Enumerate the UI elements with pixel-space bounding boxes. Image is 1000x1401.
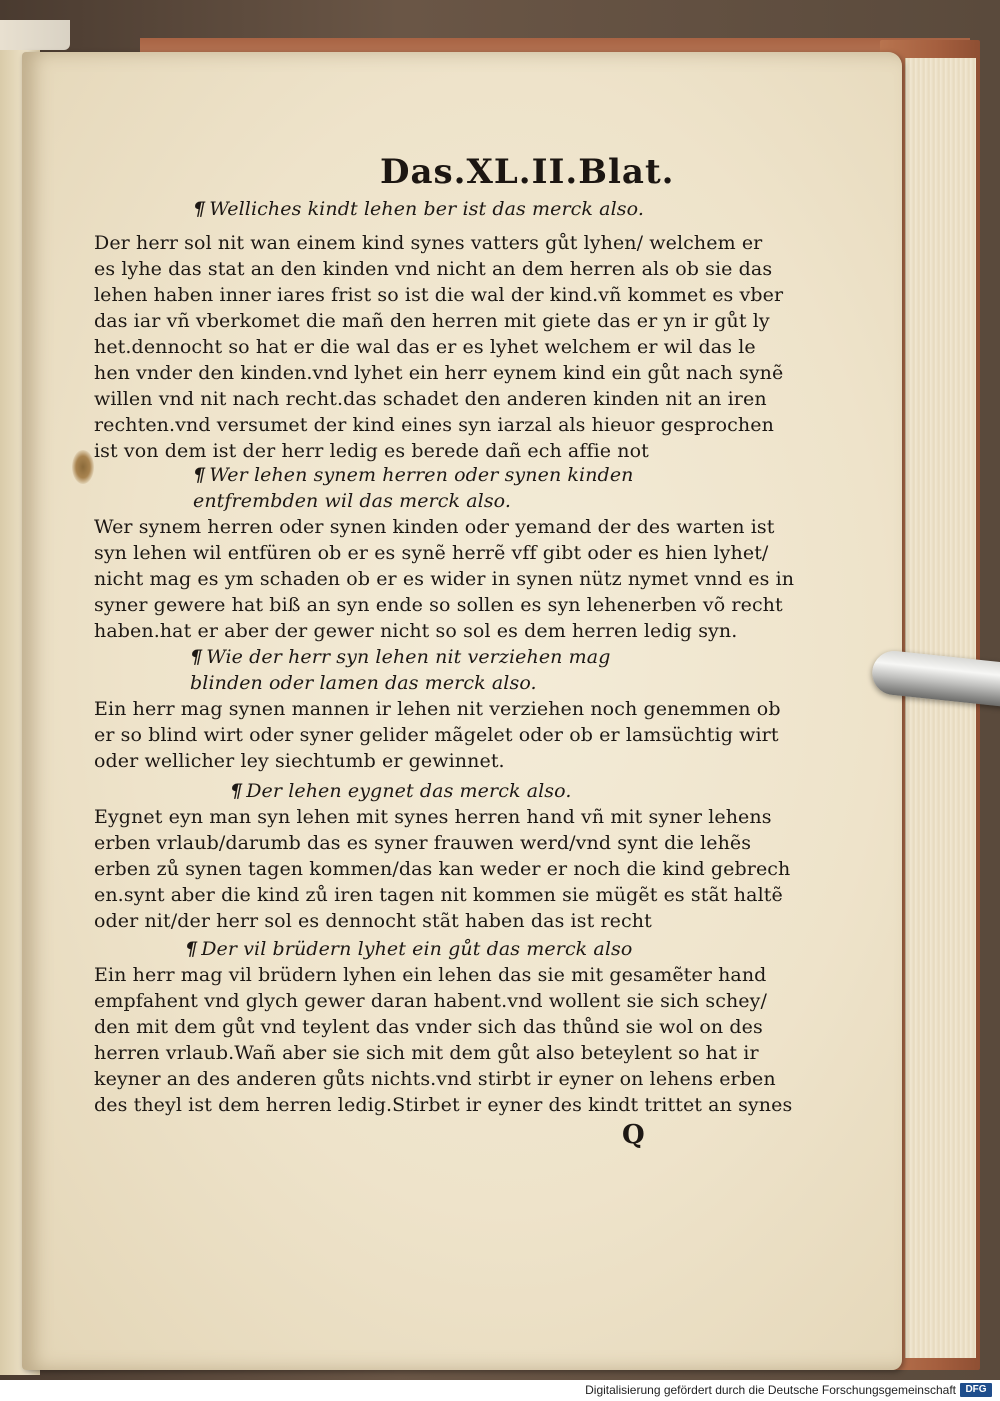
funding-credit: Digitalisierung gefördert durch die Deutsche Forschungsgemeinschaft xyxy=(585,1383,956,1397)
text-line: syn lehen wil entfüren ob er es synẽ herrẽ vff gibt oder es hien lyhet/ xyxy=(94,542,769,564)
section-heading: blinden oder lamen das merck also. xyxy=(190,672,537,694)
section-heading: ¶ Wer lehen synem herren oder synen kinden xyxy=(193,464,634,486)
section-heading: ¶ Der lehen eygnet das merck also. xyxy=(230,780,572,802)
text-line: lehen haben inner iares frist so ist die wal der kind.vñ kommet es vber xyxy=(94,284,784,306)
text-line: erben zů synen tagen kommen/das kan weder er noch die kind gebrech xyxy=(94,858,791,880)
text-line: des theyl ist dem herren ledig.Stirbet ir eyner des kindt trittet an synes xyxy=(94,1094,793,1116)
pilcrow-icon: ¶ xyxy=(193,464,206,486)
text-line: rechten.vnd versumet der kind eines syn iarzal als hieuor gesprochen xyxy=(94,414,774,436)
text-line: oder nit/der herr sol es dennocht stãt haben das ist recht xyxy=(94,910,652,932)
text-line: en.synt aber die kind zů iren tagen nit kommen sie mügẽt es stãt haltẽ xyxy=(94,884,783,906)
text-line: hen vnder den kinden.vnd lyhet ein herr eynem kind ein gůt nach synẽ xyxy=(94,362,784,384)
section-heading: ¶ Der vil brüdern lyhet ein gůt das merck also xyxy=(185,938,633,960)
text-line: Ein herr mag synen mannen ir lehen nit verziehen noch genemmen ob xyxy=(94,698,781,720)
text-line: empfahent vnd glych gewer daran habent.vnd wollent sie sich schey/ xyxy=(94,990,767,1012)
section-heading: entfrembden wil das merck also. xyxy=(193,490,512,512)
text-line: ist von dem ist der herr ledig es berede dañ ech affie not xyxy=(94,440,649,462)
footer-bar xyxy=(0,1380,1000,1401)
pilcrow-icon: ¶ xyxy=(193,198,206,220)
dfg-logo: DFG xyxy=(960,1383,992,1397)
text-line: het.dennocht so hat er die wal das er es lyhet welchem er wil das le xyxy=(94,336,756,358)
text-line: syner gewere hat biß an syn ende so sollen es syn lehenerben võ recht xyxy=(94,594,783,616)
text-line: das iar vñ vberkomet die mañ den herren mit giete das er yn ir gůt ly xyxy=(94,310,770,332)
text-line: haben.hat er aber der gewer nicht so sol es dem herren ledig syn. xyxy=(94,620,738,642)
text-line: Ein herr mag vil brüdern lyhen ein lehen das sie mit gesamẽter hand xyxy=(94,964,767,986)
pilcrow-icon: ¶ xyxy=(185,938,198,960)
pilcrow-icon: ¶ xyxy=(190,646,203,668)
catchword: Q xyxy=(622,1120,645,1150)
text-line: Wer synem herren oder synen kinden oder yemand der des warten ist xyxy=(94,516,775,538)
section-heading: ¶ Wie der herr syn lehen nit verziehen mag xyxy=(190,646,611,668)
text-line: den mit dem gůt vnd teylent das vnder sich das thůnd sie wol on des xyxy=(94,1016,763,1038)
text-line: es lyhe das stat an den kinden vnd nicht an dem herren als ob sie das xyxy=(94,258,773,280)
text-line: er so blind wirt oder syner gelider mãgelet oder ob er lamsüchtig wirt xyxy=(94,724,779,746)
text-line: oder wellicher ley siechtumb er gewinnet. xyxy=(94,750,505,772)
folio-heading: Das.XL.II.Blat. xyxy=(380,152,675,192)
text-line: nicht mag es ym schaden ob er es wider in synen nütz nymet vnnd es in xyxy=(94,568,795,590)
text-line: Der herr sol nit wan einem kind synes vatters gůt lyhen/ welchem er xyxy=(94,232,763,254)
text-line: herren vrlaub.Wañ aber sie sich mit dem gůt also beteylent so hat ir xyxy=(94,1042,759,1064)
pilcrow-icon: ¶ xyxy=(230,780,243,802)
section-heading: ¶ Welliches kindt lehen ber ist das merck also. xyxy=(193,198,644,220)
text-line: willen vnd nit nach recht.das schadet den anderen kinden nit an iren xyxy=(94,388,767,410)
text-line: erben vrlaub/darumb das es syner frauwen werd/vnd synt die lehẽs xyxy=(94,832,752,854)
text-line: keyner an des anderen gůts nichts.vnd stirbt ir eyner on lehens erben xyxy=(94,1068,776,1090)
text-line: Eygnet eyn man syn lehen mit synes herren hand vñ mit syner lehens xyxy=(94,806,772,828)
